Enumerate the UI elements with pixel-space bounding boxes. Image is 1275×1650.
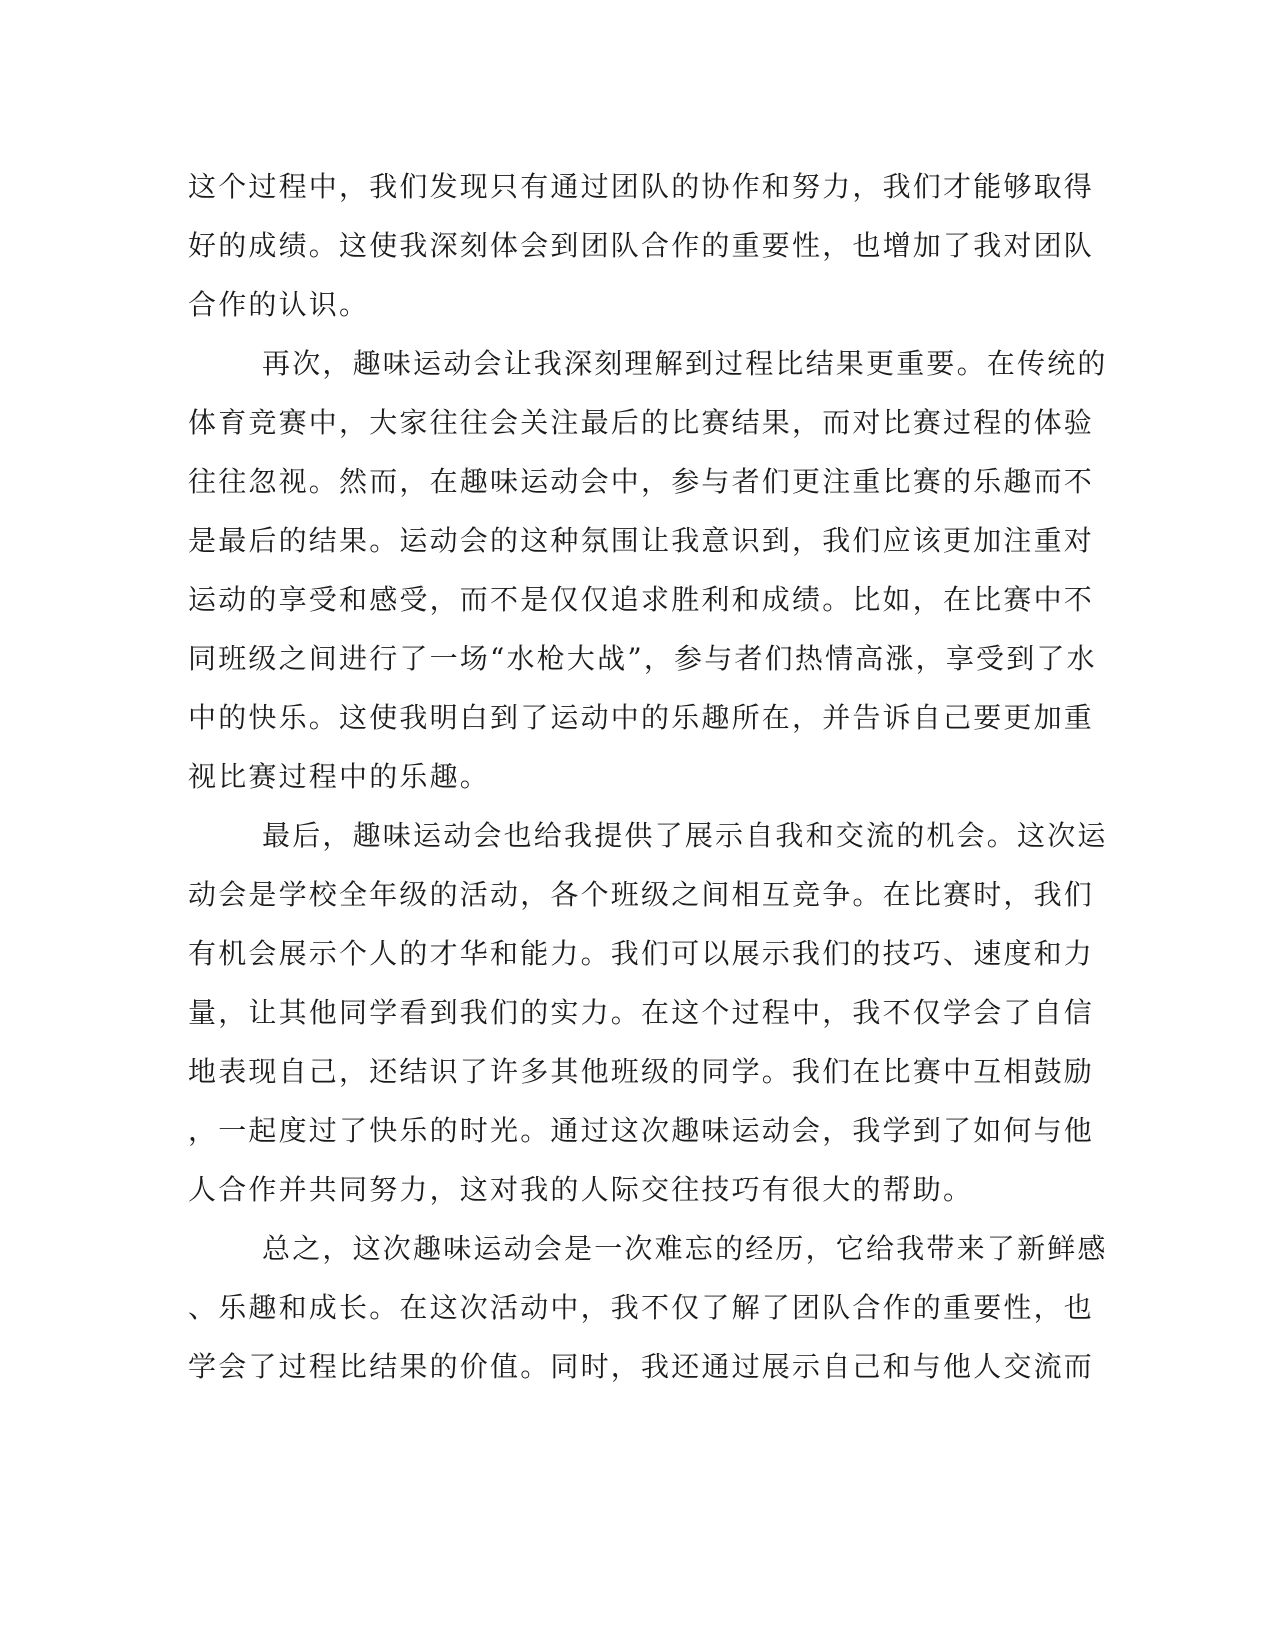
paragraph-first-line: 最后，趣味运动会也给我提供了展示自我和交流的机会。这次运	[262, 819, 1108, 852]
text-line: 运动的享受和感受，而不是仅仅追求胜利和成绩。比如，在比赛中不	[188, 583, 1095, 616]
text-line: 动会是学校全年级的活动，各个班级之间相互竞争。在比赛时，我们	[188, 878, 1095, 911]
text-line: 有机会展示个人的才华和能力。我们可以展示我们的技巧、速度和力	[188, 937, 1095, 970]
text-line: 同班级之间进行了一场“水枪大战”，参与者们热情高涨，享受到了水	[188, 642, 1097, 675]
text-line: 、乐趣和成长。在这次活动中，我不仅了解了团队合作的重要性，也	[188, 1291, 1095, 1324]
text-line: 好的成绩。这使我深刻体会到团队合作的重要性，也增加了我对团队	[188, 229, 1095, 262]
text-line: 是最后的结果。运动会的这种氛围让我意识到，我们应该更加注重对	[188, 524, 1095, 557]
text-line: ，一起度过了快乐的时光。通过这次趣味运动会，我学到了如何与他	[188, 1114, 1095, 1147]
text-line: 视比赛过程中的乐趣。	[188, 760, 491, 793]
text-line: 人合作并共同努力，这对我的人际交往技巧有很大的帮助。	[188, 1173, 974, 1206]
text-line: 中的快乐。这使我明白到了运动中的乐趣所在，并告诉自己要更加重	[188, 701, 1095, 734]
text-line: 学会了过程比结果的价值。同时，我还通过展示自己和与他人交流而	[188, 1350, 1095, 1383]
paragraph-first-line: 再次，趣味运动会让我深刻理解到过程比结果更重要。在传统的	[262, 347, 1108, 380]
text-line: 地表现自己，还结识了许多其他班级的同学。我们在比赛中互相鼓励	[188, 1055, 1095, 1088]
text-line: 量，让其他同学看到我们的实力。在这个过程中，我不仅学会了自信	[188, 996, 1095, 1029]
body-text	[188, 157, 1108, 1396]
paragraph-first-line: 总之，这次趣味运动会是一次难忘的经历，它给我带来了新鲜感	[262, 1232, 1108, 1265]
text-line: 这个过程中，我们发现只有通过团队的协作和努力，我们才能够取得	[188, 170, 1095, 203]
text-line: 合作的认识。	[188, 288, 370, 321]
text-line: 往往忽视。然而，在趣味运动会中，参与者们更注重比赛的乐趣而不	[188, 465, 1095, 498]
text-line: 体育竞赛中，大家往往会关注最后的比赛结果，而对比赛过程的体验	[188, 406, 1095, 439]
